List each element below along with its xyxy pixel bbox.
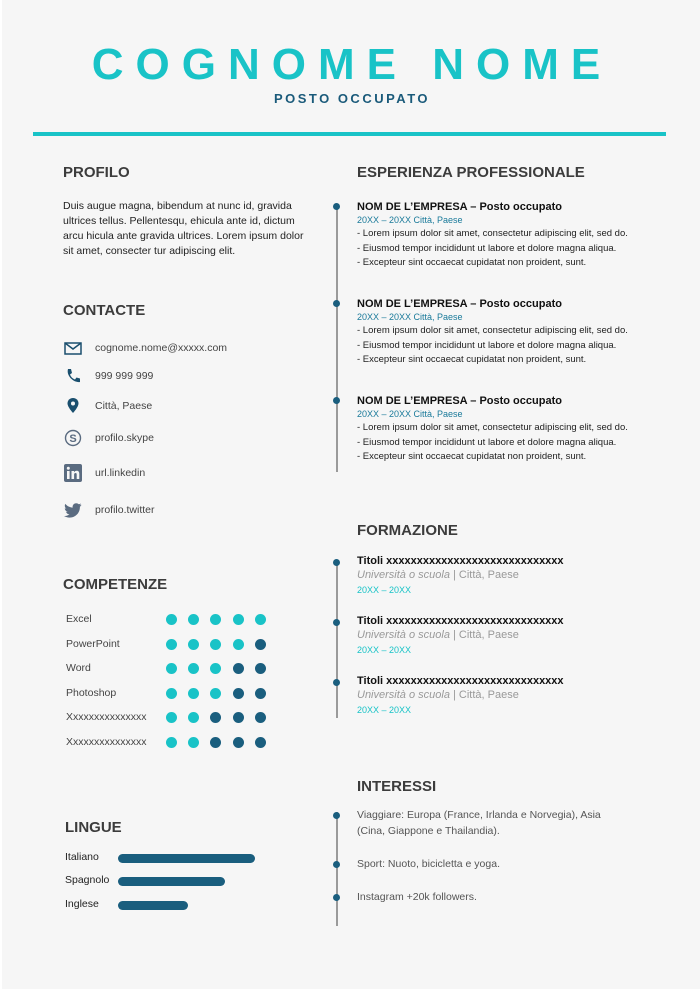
contact-twitter-text: profilo.twitter xyxy=(95,504,155,516)
skill-level-dot xyxy=(166,712,177,723)
timeline-dot xyxy=(333,559,340,566)
resume-page xyxy=(2,0,700,989)
timeline-dot xyxy=(333,203,340,210)
twitter-icon xyxy=(63,500,83,520)
experience-item xyxy=(357,298,677,368)
envelope-icon xyxy=(63,338,83,358)
contact-email[interactable] xyxy=(63,338,228,358)
contact-heading: CONTACTE xyxy=(63,302,146,319)
contact-phone-text: 999 999 999 xyxy=(95,370,154,382)
candidate-name: COGNOME NOME xyxy=(91,40,613,89)
phone-icon xyxy=(63,366,83,386)
language-name: Inglese xyxy=(65,898,99,910)
profile-heading: PROFILO xyxy=(63,164,130,181)
interest-item: Instagram +20k followers. xyxy=(357,891,477,903)
experience-bullet: - Lorem ipsum dolor sit amet, consectetur adipiscing elit, sed do. xyxy=(357,228,628,239)
contact-skype-text: profilo.skype xyxy=(95,432,154,444)
timeline-dot xyxy=(333,679,340,686)
education-date: 20XX – 20XX xyxy=(357,585,412,595)
skill-level-dot xyxy=(233,712,244,723)
skill-level-dot xyxy=(255,663,266,674)
skill-level-dot xyxy=(188,639,199,650)
experience-date: 20XX – 20XX Città, Paese xyxy=(357,409,463,419)
contact-linkedin-text: url.linkedin xyxy=(95,467,146,479)
contact-location-text: Città, Paese xyxy=(95,400,153,412)
language-level-bar xyxy=(118,854,255,863)
skill-level-dot xyxy=(255,737,266,748)
skill-name: PowerPoint xyxy=(66,637,120,650)
experience-title: NOM DE L’EMPRESA – Posto occupato xyxy=(357,201,562,213)
contact-twitter[interactable] xyxy=(63,500,155,520)
skill-level-dot xyxy=(210,712,221,723)
language-name: Spagnolo xyxy=(65,874,110,886)
skill-level-dot xyxy=(210,737,221,748)
interests-heading: INTERESSI xyxy=(357,778,437,795)
experience-bullet: - Lorem ipsum dolor sit amet, consectetur adipiscing elit, sed do. xyxy=(357,422,628,433)
education-item xyxy=(357,615,677,655)
timeline-dot xyxy=(333,861,340,868)
contact-email-text: cognome.nome@xxxxx.com xyxy=(95,342,228,354)
skill-level-dot xyxy=(233,639,244,650)
experience-title: NOM DE L’EMPRESA – Posto occupato xyxy=(357,395,562,407)
skill-level-dot xyxy=(166,614,177,625)
interests-timeline xyxy=(336,812,338,926)
timeline-dot xyxy=(333,812,340,819)
skill-level-dot xyxy=(166,737,177,748)
skype-icon xyxy=(63,428,83,448)
education-timeline xyxy=(336,562,338,718)
profile-text: Duis augue magna, bibendum at nunc id, gravida ultrices tellus. Pellentesqu, ehicula ante id, dictum arcu hicula ante gravida ultrices. Lorem ipsum dolor sit amet, consecter tur adipiscing elit. xyxy=(63,200,304,257)
experience-item xyxy=(357,201,677,271)
language-level-bar xyxy=(118,901,188,910)
education-school: Università o scuola | Città, Paese xyxy=(357,689,519,701)
language-level-bar xyxy=(118,877,225,886)
timeline-dot xyxy=(333,300,340,307)
experience-bullets xyxy=(357,324,677,368)
skill-level-dot xyxy=(166,663,177,674)
skill-level-dot xyxy=(166,639,177,650)
contact-phone[interactable] xyxy=(63,366,154,386)
skill-name: Photoshop xyxy=(66,686,117,699)
skill-name: Xxxxxxxxxxxxxxx xyxy=(66,735,147,748)
skill-level-dot xyxy=(210,639,221,650)
education-date: 20XX – 20XX xyxy=(357,705,412,715)
skill-level-dot xyxy=(188,737,199,748)
skill-level-dot xyxy=(255,688,266,699)
timeline-dot xyxy=(333,619,340,626)
education-title: Titoli xxxxxxxxxxxxxxxxxxxxxxxxxxxxx xyxy=(357,555,564,567)
linkedin-icon xyxy=(63,463,83,483)
contact-linkedin[interactable] xyxy=(63,463,146,483)
contact-skype[interactable] xyxy=(63,428,154,448)
location-pin-icon xyxy=(63,396,83,416)
education-heading: FORMAZIONE xyxy=(357,522,458,539)
language-name: Italiano xyxy=(65,851,99,863)
skills-heading: COMPETENZE xyxy=(63,576,168,593)
skill-level-dot xyxy=(233,614,244,625)
experience-bullet: - Excepteur sint occaecat cupidatat non proident, sunt. xyxy=(357,451,587,462)
education-school: Università o scuola | Città, Paese xyxy=(357,629,519,641)
skill-level-dot xyxy=(233,688,244,699)
skill-level-dot xyxy=(233,737,244,748)
skill-name: Xxxxxxxxxxxxxxx xyxy=(66,711,147,723)
experience-bullet: - Excepteur sint occaecat cupidatat non proident, sunt. xyxy=(357,354,587,365)
skill-level-dot xyxy=(210,688,221,699)
skill-level-dot xyxy=(188,614,199,625)
skill-level-dot xyxy=(188,663,199,674)
interest-item: Sport: Nuoto, bicicletta e yoga. xyxy=(357,858,500,870)
education-item xyxy=(357,675,677,715)
education-school: Università o scuola | Città, Paese xyxy=(357,569,519,581)
experience-bullet: - Eiusmod tempor incididunt ut labore et dolore magna aliqua. xyxy=(357,339,617,351)
languages-heading: LINGUE xyxy=(65,819,122,836)
job-title: POSTO OCCUPATO xyxy=(273,91,431,106)
experience-bullet: - Excepteur sint occaecat cupidatat non proident, sunt. xyxy=(357,257,587,268)
experience-bullet: - Lorem ipsum dolor sit amet, consectetur adipiscing elit, sed do. xyxy=(357,325,628,336)
experience-date: 20XX – 20XX Città, Paese xyxy=(357,312,463,322)
experience-title: NOM DE L’EMPRESA – Posto occupato xyxy=(357,298,562,310)
skill-level-dot xyxy=(210,614,221,625)
contact-location xyxy=(63,396,153,416)
skill-level-dot xyxy=(255,712,266,723)
education-title: Titoli xxxxxxxxxxxxxxxxxxxxxxxxxxxxx xyxy=(357,675,564,687)
skill-name: Word xyxy=(66,662,91,674)
skill-level-dot xyxy=(166,688,177,699)
header-divider xyxy=(33,132,666,136)
education-title: Titoli xxxxxxxxxxxxxxxxxxxxxxxxxxxxx xyxy=(357,615,564,627)
experience-bullets xyxy=(357,421,677,465)
skill-level-dot xyxy=(188,712,199,723)
skill-name: Excel xyxy=(66,613,92,625)
experience-date: 20XX – 20XX Città, Paese xyxy=(357,215,463,225)
experience-timeline xyxy=(336,206,338,472)
svg-text:S: S xyxy=(69,433,77,445)
education-date: 20XX – 20XX xyxy=(357,645,412,655)
skill-level-dot xyxy=(188,688,199,699)
experience-bullet: - Eiusmod tempor incididunt ut labore et dolore magna aliqua. xyxy=(357,436,617,448)
experience-item xyxy=(357,395,677,465)
experience-heading: ESPERIENZA PROFESSIONALE xyxy=(357,164,585,181)
experience-bullet: - Eiusmod tempor incididunt ut labore et dolore magna aliqua. xyxy=(357,242,617,254)
skill-level-dot xyxy=(210,663,221,674)
education-item xyxy=(357,555,677,595)
skill-level-dot xyxy=(233,663,244,674)
skill-level-dot xyxy=(255,614,266,625)
timeline-dot xyxy=(333,397,340,404)
experience-bullets xyxy=(357,227,677,271)
skill-level-dot xyxy=(255,639,266,650)
interest-item: Viaggiare: Europa (France, Irlanda e Norvegia), Asia (Cina, Giappone e Thailandia). xyxy=(357,809,601,837)
timeline-dot xyxy=(333,894,340,901)
